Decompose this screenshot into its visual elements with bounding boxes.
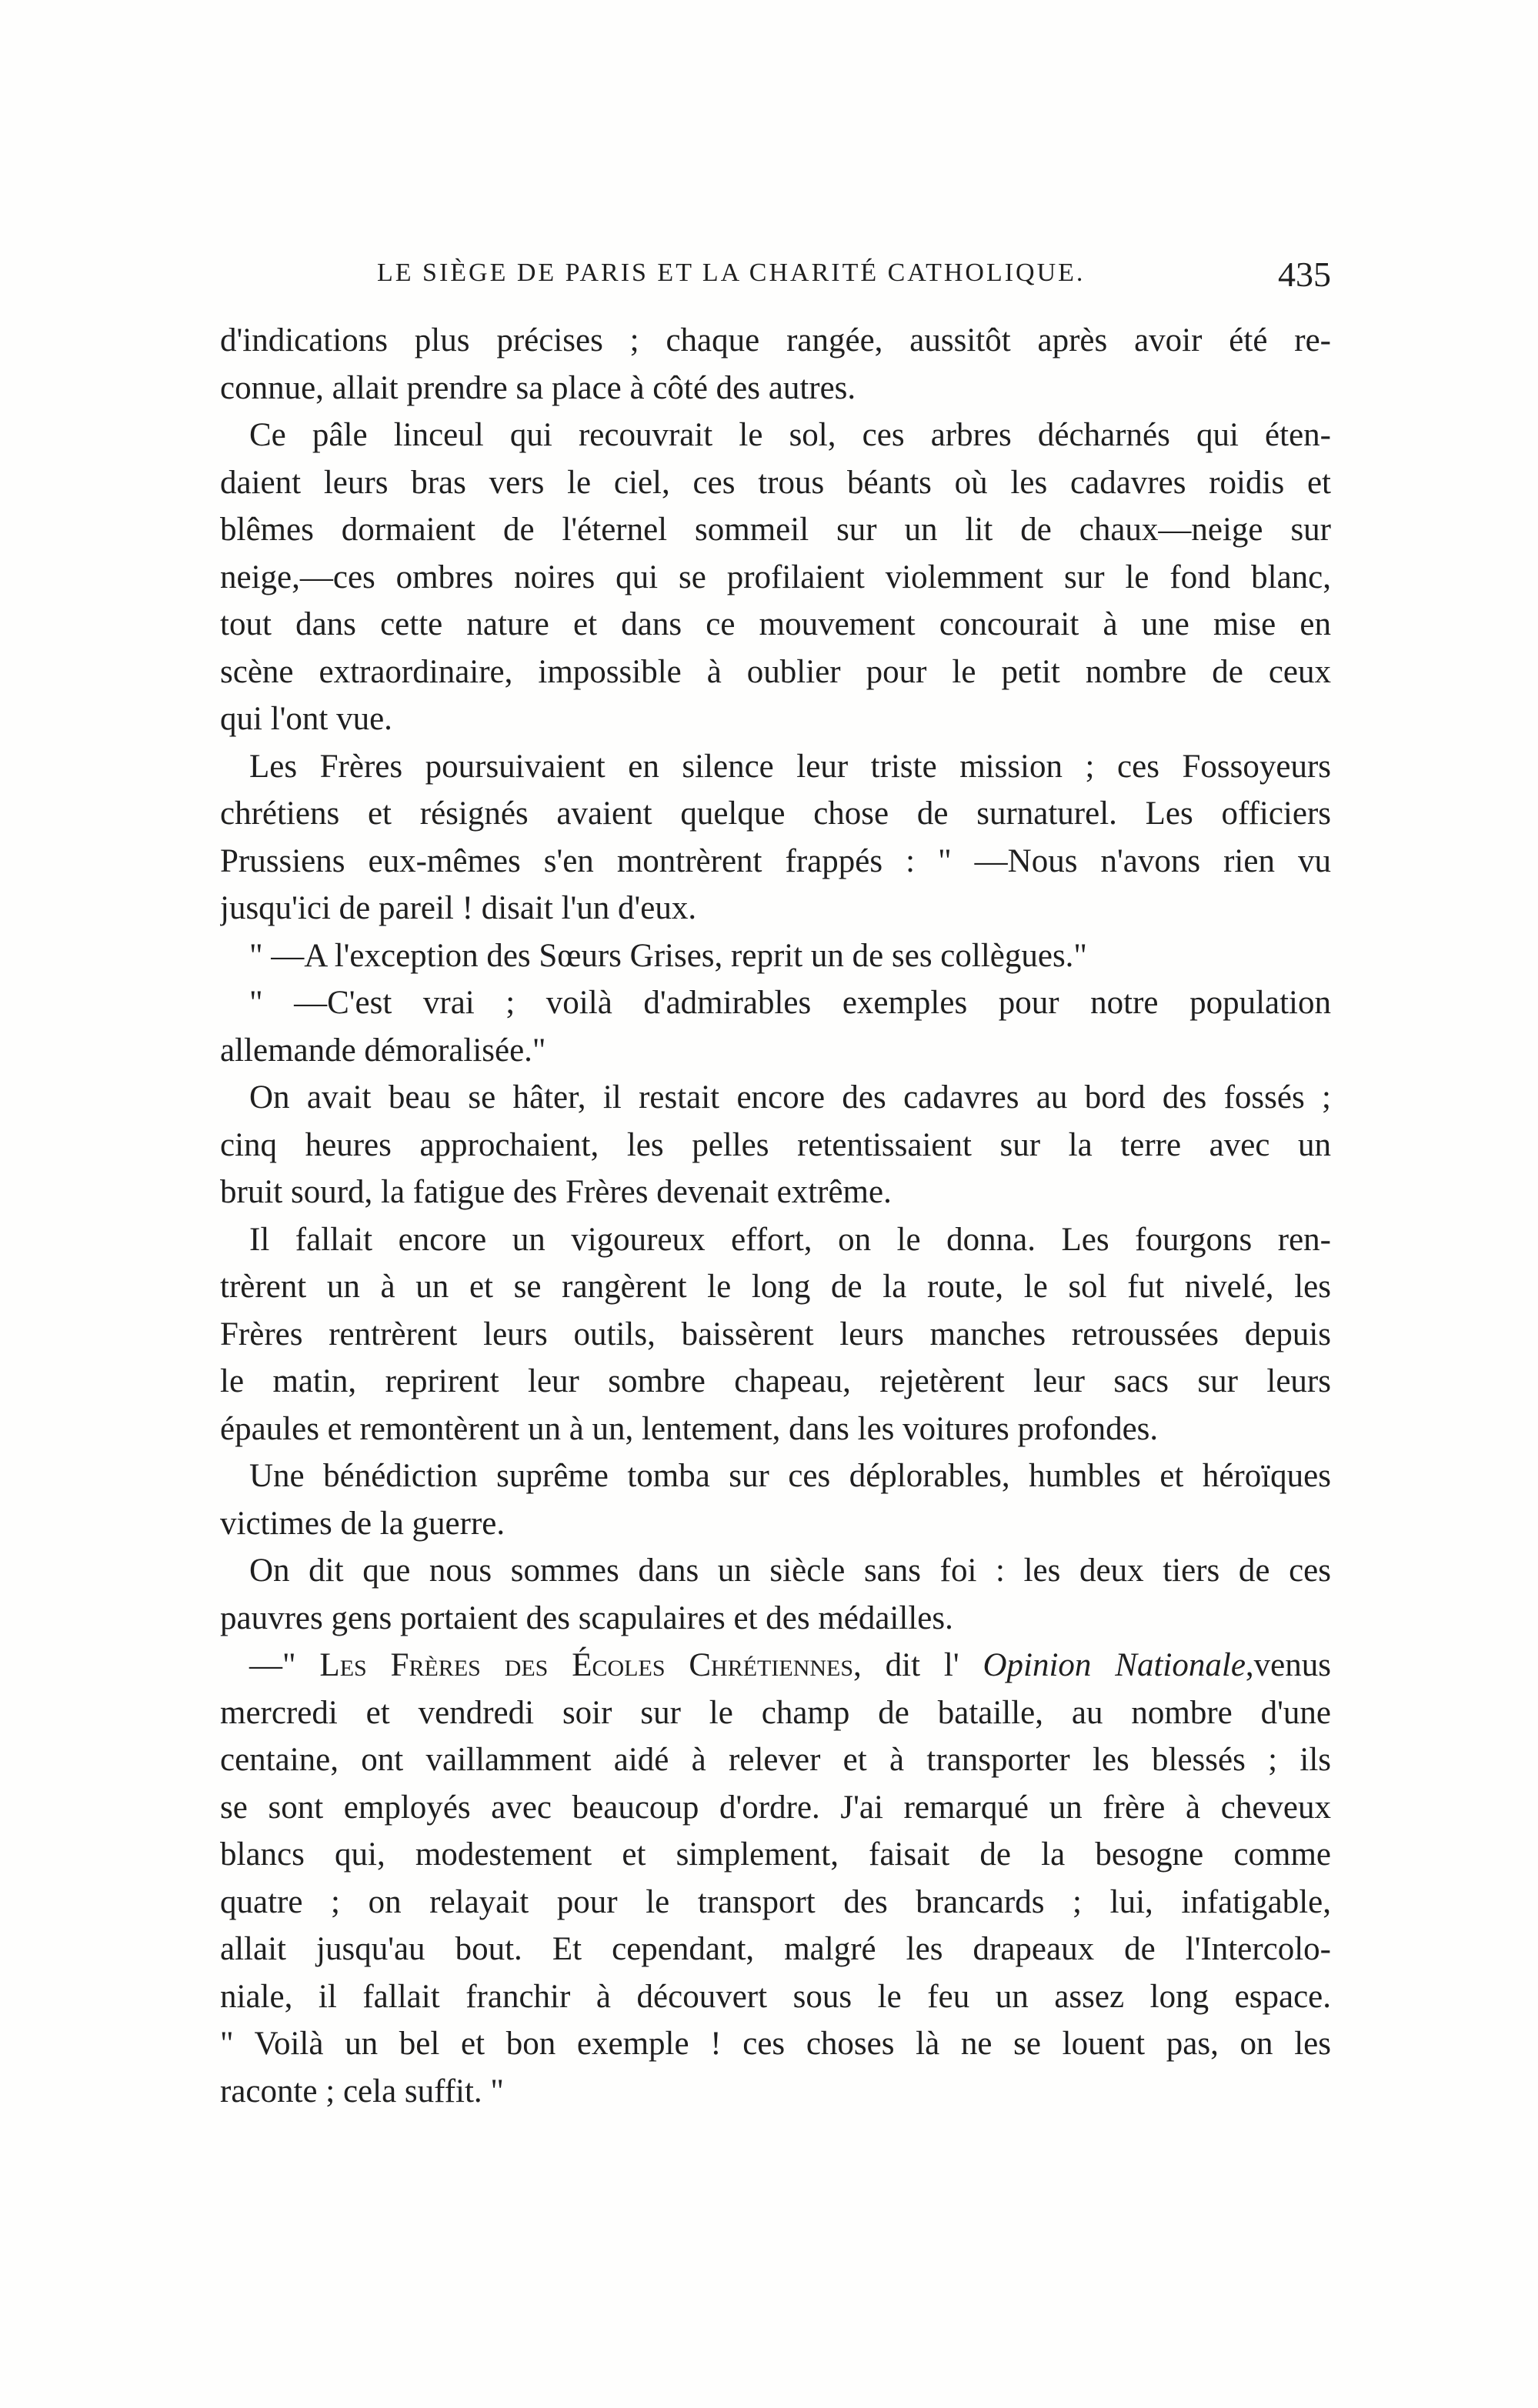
quote-middle: , dit l' <box>853 1647 983 1683</box>
text-line: Les Frères poursuivaient en silence leur triste mission ; ces Fossoyeurs <box>249 748 1331 785</box>
text-line: allemande démoralisée." <box>220 1032 546 1069</box>
text-line: victimes de la guerre. <box>220 1505 505 1542</box>
text-line: Frères rentrèrent leurs outils, baissèrent leurs manches retroussées depuis <box>220 1316 1331 1352</box>
text-line: le matin, reprirent leur sombre chapeau, rejetèrent leur sacs sur leurs <box>220 1363 1331 1399</box>
text-line: Une bénédiction suprême tomba sur ces déplorables, humbles et héroïques <box>249 1458 1331 1494</box>
quote-open: —" <box>249 1647 320 1683</box>
text-line: chrétiens et résignés avaient quelque chose de surnaturel. Les officiers <box>220 795 1331 832</box>
quote-intro-line <box>220 1642 1331 1689</box>
text-line: quatre ; on relayait pour le transport des brancards ; lui, infatigable, <box>220 1883 1331 1920</box>
text-line: pauvres gens portaient des scapulaires et des médailles. <box>220 1599 953 1636</box>
text-line: d'indications plus précises ; chaque rangée, aussitôt après avoir été re- <box>220 322 1331 359</box>
text-line: neige,—ces ombres noires qui se profilaient violemment sur le fond blanc, <box>220 559 1331 595</box>
newspaper-title: Opinion Nationale <box>983 1647 1246 1683</box>
text-line: Prussiens eux-mêmes s'en montrèrent frappés : " —Nous n'avons rien vu <box>220 842 1331 879</box>
text-line: niale, il fallait franchir à découvert sous le feu un assez long espace. <box>220 1978 1331 2015</box>
text-line: On dit que nous sommes dans un siècle sans foi : les deux tiers de ces <box>249 1553 1331 1589</box>
text-line: " —C'est vrai ; voilà d'admirables exemples pour notre population <box>249 985 1331 1021</box>
quote-source-name: Les Frères des Écoles Chrétiennes <box>319 1647 854 1683</box>
text-line: qui l'ont vue. <box>220 701 392 737</box>
text-line: bruit sourd, la fatigue des Frères devenait extrême. <box>220 1174 892 1210</box>
running-head <box>223 254 1331 308</box>
text-line: " Voilà un bel et bon exemple ! ces choses là ne se louent pas, on les <box>220 2026 1331 2062</box>
text-line: blêmes dormaient de l'éternel sommeil sur un lit de chaux—neige sur <box>220 512 1331 548</box>
text-line: épaules et remontèrent un à un, lentement, dans les voitures profondes. <box>220 1410 1159 1447</box>
running-title: LE SIÈGE DE PARIS ET LA CHARITÉ CATHOLIQUE. <box>377 258 1086 287</box>
text-line: Ce pâle linceul qui recouvrait le sol, ces arbres décharnés qui éten- <box>249 417 1331 453</box>
body-text <box>220 317 1331 2115</box>
text-line: Il fallait encore un vigoureux effort, on le donna. Les fourgons ren- <box>249 1221 1331 1258</box>
text-line: raconte ; cela suffit. " <box>220 2073 504 2110</box>
text-line: On avait beau se hâter, il restait encore des cadavres au bord des fossés ; <box>249 1079 1331 1116</box>
text-line: allait jusqu'au bout. Et cependant, malgré les drapeaux de l'Intercolo- <box>220 1931 1331 1967</box>
text-line: se sont employés avec beaucoup d'ordre. J'ai remarqué un frère à cheveux <box>220 1789 1331 1826</box>
text-line: cinq heures approchaient, les pelles retentissaient sur la terre avec un <box>220 1126 1331 1163</box>
text-line: mercredi et vendredi soir sur le champ de bataille, au nombre d'une <box>220 1694 1331 1731</box>
quote-rest: ,venus <box>1245 1647 1331 1683</box>
text-line: trèrent un à un et se rangèrent le long de la route, le sol fut nivelé, les <box>220 1269 1331 1305</box>
page-number: 435 <box>1278 255 1331 294</box>
text-line: connue, allait prendre sa place à côté des autres. <box>220 369 856 406</box>
text-line: jusqu'ici de pareil ! disait l'un d'eux. <box>220 890 697 926</box>
text-line: daient leurs bras vers le ciel, ces trous béants où les cadavres roidis et <box>220 464 1331 501</box>
text-line: blancs qui, modestement et simplement, faisait de la besogne comme <box>220 1836 1331 1873</box>
text-line: centaine, ont vaillamment aidé à relever et à transporter les blessés ; ils <box>220 1742 1331 1778</box>
text-line: tout dans cette nature et dans ce mouvement concourait à une mise en <box>220 606 1331 642</box>
text-line: " —A l'exception des Sœurs Grises, reprit un de ses collègues." <box>249 937 1087 974</box>
text-line: scène extraordinaire, impossible à oublier pour le petit nombre de ceux <box>220 653 1331 690</box>
